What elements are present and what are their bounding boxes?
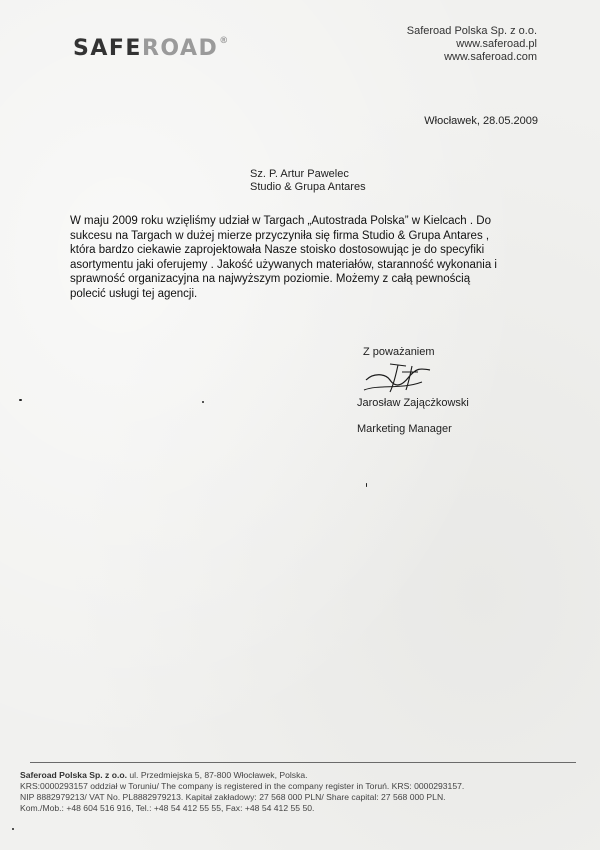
website-pl: www.saferoad.pl xyxy=(456,38,537,50)
place-date: Włocławek, 28.05.2009 xyxy=(424,115,538,127)
recipient-name: Sz. P. Artur Pawelec xyxy=(250,168,349,180)
footer-divider xyxy=(30,762,576,763)
company-name: Saferoad Polska Sp. z o.o. xyxy=(406,25,537,37)
recipient-company: Studio & Grupa Antares xyxy=(250,181,366,193)
footer xyxy=(20,770,464,814)
body-line: która bardzo ciekawie zaprojektowała Nasze stoisko dostosowując je do specyfiki xyxy=(70,244,485,257)
footer-line-1 xyxy=(20,770,464,781)
handwritten-signature xyxy=(360,360,440,396)
signer-title: Marketing Manager xyxy=(357,423,452,435)
body-line: W maju 2009 roku wzięliśmy udział w Targach „Autostrada Polska” w Kielcach . Do xyxy=(70,215,491,227)
closing-salutation: Z poważaniem xyxy=(363,346,435,358)
body-line: asortymentu jaki oferujemy . Jakość używanych materiałów, staranność wykonania i xyxy=(70,258,497,271)
signer-name: Jarosław Zającżkowski xyxy=(357,397,469,409)
footer-line-4: Kom./Mob.: +48 604 516 916, Tel.: +48 54 412 55 55, Fax: +48 54 412 55 50. xyxy=(20,803,315,813)
footer-company: Saferoad Polska Sp. z o.o. xyxy=(20,770,127,780)
body-line: polecić usługi tej agencji. xyxy=(70,287,198,300)
footer-address: ul. Przedmiejska 5, 87-800 Włocławek, Polska. xyxy=(126,770,308,780)
paper-speck xyxy=(19,399,22,401)
saferoad-logo xyxy=(73,36,230,61)
website-com: www.saferoad.com xyxy=(444,51,537,63)
body-line: sukcesu na Targach w dużej mierze przyczyniła się firma Studio & Grupa Antares , xyxy=(70,229,490,242)
paper-speck xyxy=(12,828,14,830)
paper-speck xyxy=(366,483,367,487)
body-line: sprawność organizacyjna na najwyższym poziomie. Możemy z całą pewnością xyxy=(70,273,471,286)
recipient-block xyxy=(250,168,366,194)
paper-speck xyxy=(202,401,204,403)
logo-safe: SAFE xyxy=(73,36,142,61)
letter-body xyxy=(70,214,540,302)
footer-line-2: KRS:0000293157 oddział w Toruniu/ The company is registered in the company register in Toruń. KRS: 0000293157. xyxy=(20,781,465,791)
logo-registered-mark: ® xyxy=(219,36,230,46)
footer-line-3: NIP 8882979213/ VAT No. PL8882979213. Kapitał zakładowy: 27 568 000 PLN/ Share capital: 27 568 000 PLN. xyxy=(20,792,446,802)
logo-road: ROAD xyxy=(141,36,219,61)
company-header xyxy=(407,25,537,64)
